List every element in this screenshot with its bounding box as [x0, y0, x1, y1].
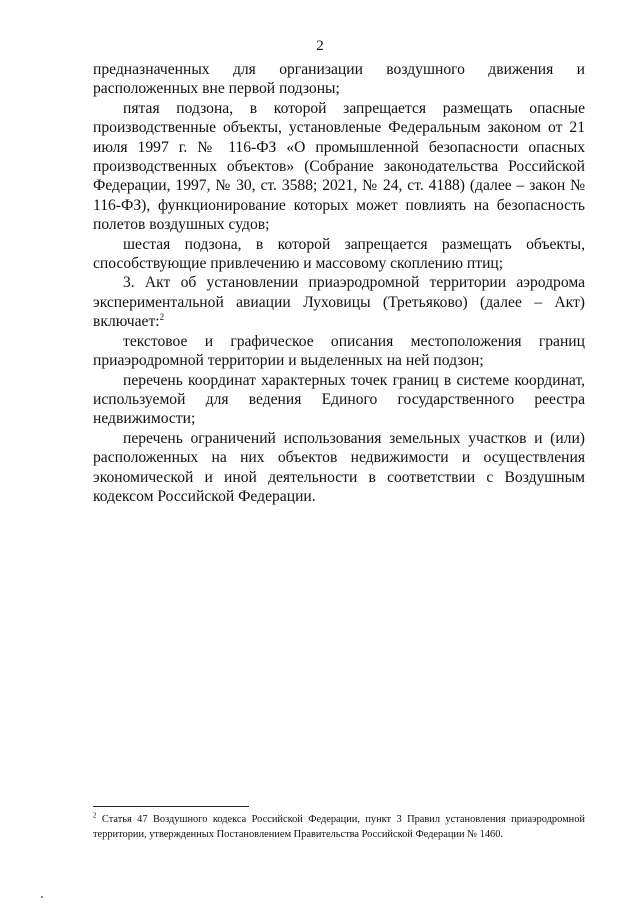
paragraph-act-includes — [93, 273, 585, 331]
paragraph-act-includes-text: 3. Акт об установлении приаэродромной территории аэродрома экспериментальной авиации Луховицы (Третьяково) (далее – Акт) включает: — [93, 274, 585, 331]
footnote — [93, 812, 585, 842]
paragraph-continuation: предназначенных для организации воздушного движения и расположенных вне первой подзоны; — [93, 61, 585, 98]
document-body — [93, 60, 585, 506]
paragraph-text-description: текстовое и графическое описания местоположения границ приаэродромной территории и выделенных на ней подзон; — [93, 332, 585, 370]
paragraph-coordinates-list: перечень координат характерных точек границ в системе координат, используемой для ведения Единого государственного реестра недвижимости; — [93, 371, 585, 428]
footnote-number: 2 — [93, 811, 97, 820]
scan-artifact — [41, 896, 43, 898]
page-number: 2 — [316, 38, 324, 54]
footnote-separator — [93, 806, 249, 807]
paragraph-sixth-subzone: шестая подзона, в которой запрещается размещать объекты, способствующие привлечению и массовому скоплению птиц; — [93, 235, 585, 273]
paragraph-restrictions-list: перечень ограничений использования земельных участков и (или) расположенных на них объектов недвижимости и осуществления экономической и иной деятельности в соответствии с Воздушным кодексом Российской Федерации. — [93, 429, 585, 505]
footnote-reference: 2 — [159, 312, 165, 323]
paragraph-fifth-subzone: пятая подзона, в которой запрещается размещать опасные производственные объекты, установленые Федеральным законом от 21 июля 1997 г. № 116-ФЗ «О промышленной безопасности опасных производственных объектов» (Собрание законодательства Российской Федерации, 1997, № 30, ст. 3588; 2021, № 24, ст. 4188) (далее – закон № 116-ФЗ), функционирование которых может повлиять на безопасность полетов воздушных судов; — [93, 99, 585, 234]
footnote-text: Статья 47 Воздушного кодекса Российской Федерации, пункт 3 Правил установления приаэродромной территории, утвержденных Постановлением Правительства Российской Федерации № 1460. — [93, 814, 585, 840]
